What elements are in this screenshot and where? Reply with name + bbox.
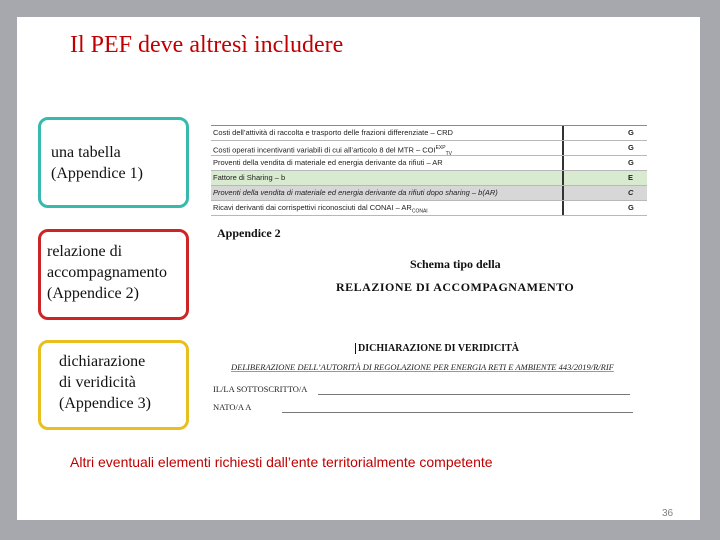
table-cell-code: G xyxy=(628,128,634,137)
page-number: 36 xyxy=(662,508,674,519)
column-divider xyxy=(562,171,564,185)
scheme-heading-line2: RELAZIONE DI ACCOMPAGNAMENTO xyxy=(336,280,575,294)
frame-right-border xyxy=(700,0,720,540)
column-divider xyxy=(562,141,564,155)
frame-top-border xyxy=(0,0,720,17)
table-cell-code: G xyxy=(628,158,634,167)
table-cell-main: Ricavi derivanti dai corrispettivi riconosciuti dal CONAI – AR xyxy=(213,203,412,212)
table-row xyxy=(211,201,647,216)
table-cell-code: G xyxy=(628,203,634,212)
scheme-heading-line1: Schema tipo della xyxy=(410,257,501,271)
declaration-field-born-in: NATO/A A xyxy=(213,402,252,412)
box-line: relazione di xyxy=(47,243,123,260)
table-cell-code: E xyxy=(628,173,634,182)
table-row xyxy=(211,126,647,141)
appendix-2-box xyxy=(38,229,189,320)
table-cell-code: C xyxy=(628,188,634,197)
table-cell-main: Costi operati incentivanti variabili di cui all’articolo 8 del MTR – COI xyxy=(213,145,436,155)
table-row xyxy=(211,156,647,171)
table-row xyxy=(211,141,647,156)
table-cell-text: Costi dell’attività di raccolta e trasporto delle frazioni differenziate – CRD xyxy=(213,128,453,137)
box-line: una tabella xyxy=(51,144,121,161)
appendix-1-table-excerpt xyxy=(211,125,647,216)
declaration-heading: DICHIARAZIONE DI VERIDICITÀ xyxy=(355,343,519,354)
declaration-fill-line xyxy=(282,412,633,413)
appendix-3-box xyxy=(38,340,189,430)
table-cell-code: G xyxy=(628,143,634,152)
declaration-field-undersigned: IL/LA SOTTOSCRITTO/A xyxy=(213,384,308,394)
column-divider xyxy=(562,186,564,200)
table-cell-text: Proventi della vendita di materiale ed energia derivante da rifiuti dopo sharing – b(AR) xyxy=(213,188,498,197)
box-line: (Appendice 3) xyxy=(59,395,151,412)
box-line: (Appendice 2) xyxy=(47,285,139,302)
declaration-subheading: DELIBERAZIONE DELL’AUTORITÀ DI REGOLAZIONE PER ENERGIA RETI E AMBIENTE 443/2019/R/RIF xyxy=(231,362,614,372)
table-row xyxy=(211,186,647,201)
box-line: dichiarazione xyxy=(59,353,146,370)
column-divider xyxy=(562,156,564,170)
table-cell-text: Proventi della vendita di materiale ed energia derivante da rifiuti – AR xyxy=(213,158,443,167)
table-cell-sup: EXP xyxy=(435,145,446,151)
table-cell-sub: CONAI xyxy=(411,208,428,215)
slide-title: Il PEF deve altresì includere xyxy=(70,32,344,58)
frame-left-border xyxy=(0,0,17,540)
declaration-fill-line xyxy=(318,394,630,395)
table-cell-text: Fattore di Sharing – b xyxy=(213,173,286,182)
column-divider xyxy=(562,201,564,215)
appendix-2-label: Appendice 2 xyxy=(217,226,281,240)
box-line: di veridicità xyxy=(59,374,136,391)
additional-elements-note: Altri eventuali elementi richiesti dall’ente territorialmente competente xyxy=(70,454,493,470)
table-row xyxy=(211,171,647,186)
column-divider xyxy=(562,126,564,140)
table-cell-sub: TV xyxy=(445,151,452,157)
appendix-1-box xyxy=(38,117,189,208)
box-line: (Appendice 1) xyxy=(51,165,143,182)
table-cell-text xyxy=(213,201,428,219)
box-line: accompagnamento xyxy=(47,264,167,281)
frame-bottom-border xyxy=(0,520,720,540)
